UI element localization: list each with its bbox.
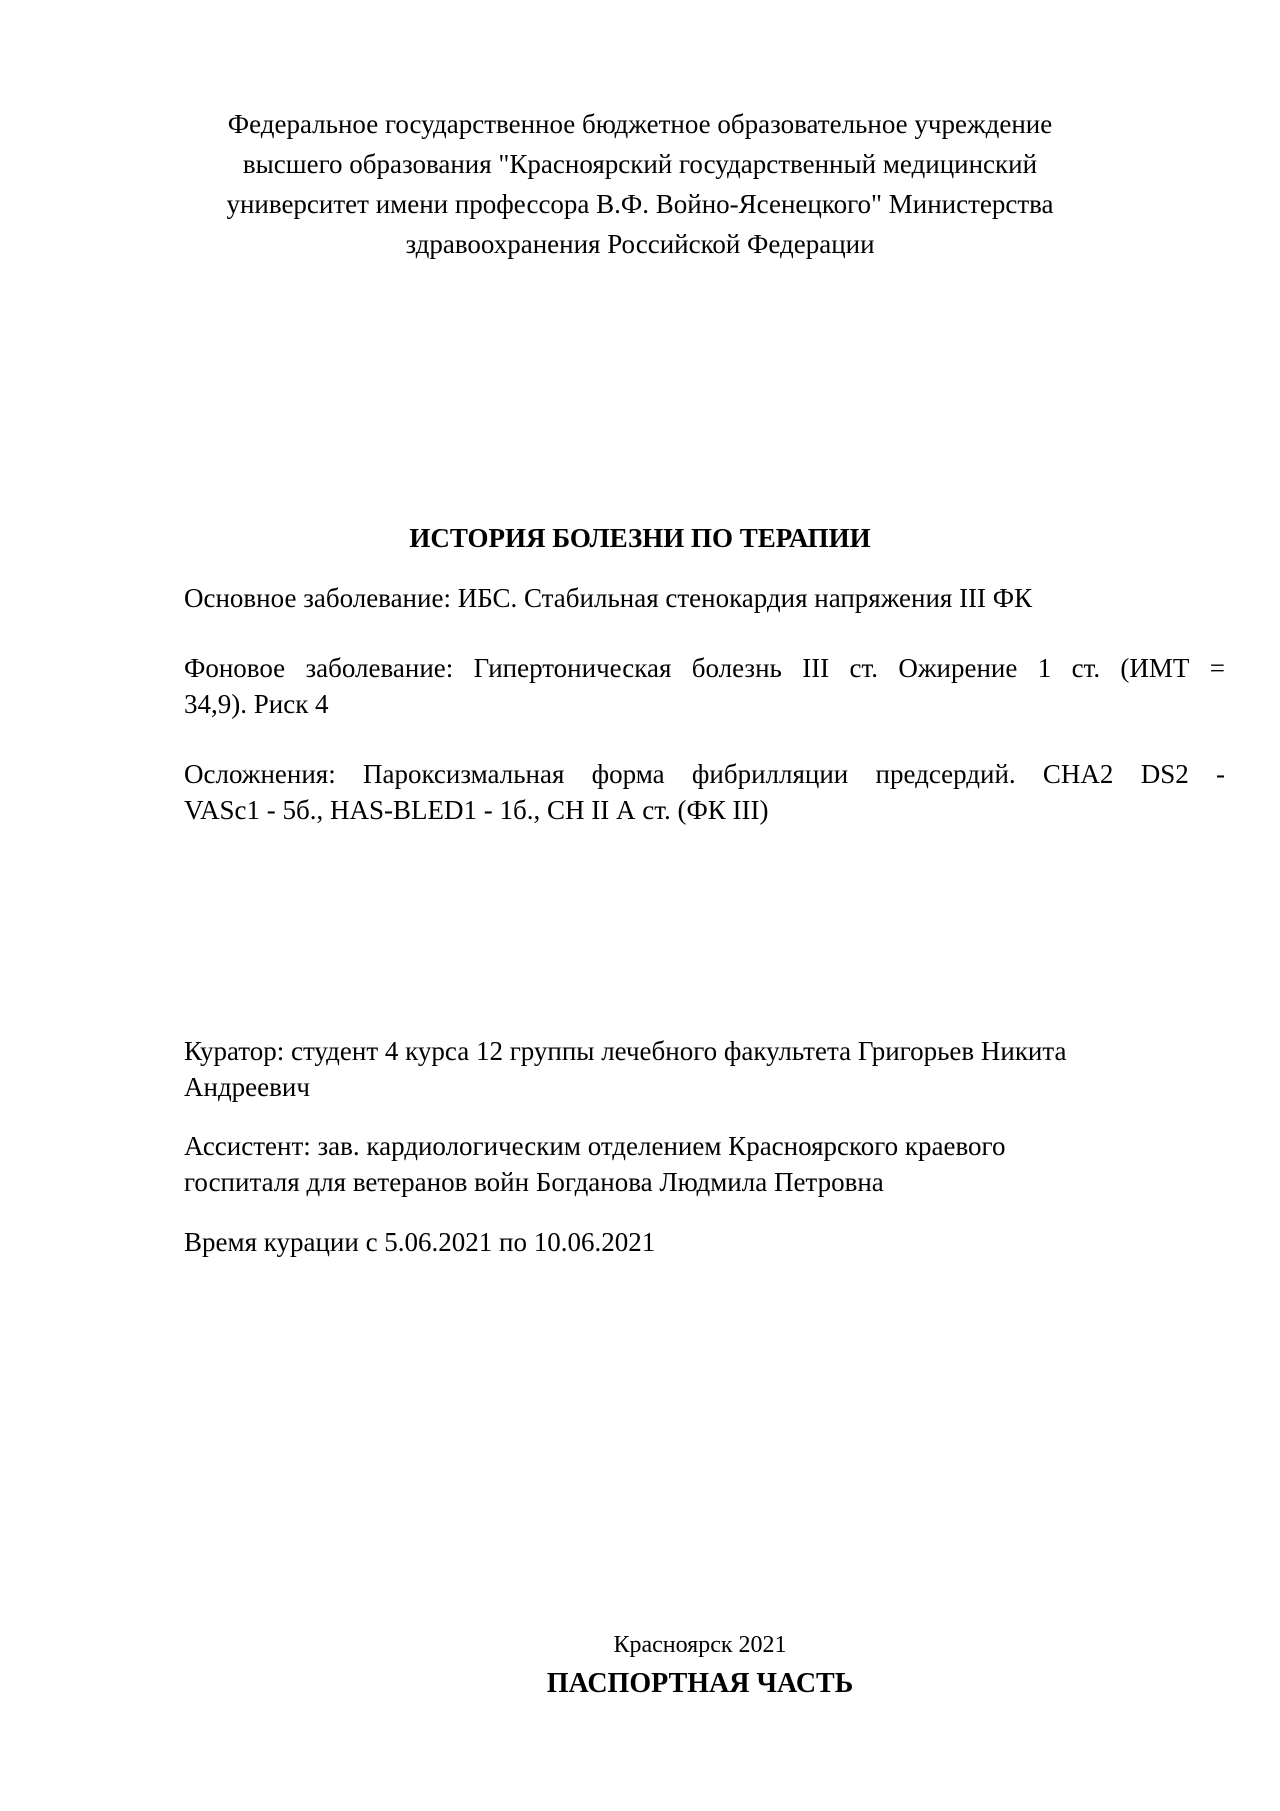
background-disease-line: Фоновое заболевание: Гипертоническая болезнь III ст. Ожирение 1 ст. (ИМТ =: [184, 653, 1225, 683]
institution-line: высшего образования "Красноярский государственный медицинский: [242, 149, 1038, 179]
document-title: ИСТОРИЯ БОЛЕЗНИ ПО ТЕРАПИИ: [409, 523, 871, 553]
main-disease-line: Основное заболевание: ИБС. Стабильная стенокардия напряжения III ФК: [184, 583, 1033, 613]
passport-heading: ПАСПОРТНАЯ ЧАСТЬ: [546, 1668, 854, 1699]
complications: [184, 756, 1225, 828]
main-disease: [184, 580, 1225, 616]
background-disease: [184, 650, 1225, 722]
city-year: Красноярск 2021: [613, 1632, 787, 1658]
curation-time: Время курации с 5.06.2021 по 10.06.2021: [184, 1227, 656, 1257]
complications-line: Осложнения: Пароксизмальная форма фибрилляции предсердий. CHA2 DS2 -: [184, 759, 1225, 789]
assistant: [184, 1128, 1225, 1200]
institution-header: [180, 104, 1100, 264]
assistant-line: Ассистент: зав. кардиологическим отделением Красноярского краевого: [184, 1131, 1006, 1161]
curator: [184, 1033, 1225, 1105]
curator-line: Андреевич: [184, 1072, 310, 1102]
institution-line: университет имени профессора В.Ф. Войно-Ясенецкого" Министерства: [226, 189, 1054, 219]
background-disease-line: 34,9). Риск 4: [184, 689, 329, 719]
institution-line: здравоохранения Российской Федерации: [405, 229, 875, 259]
institution-line: Федеральное государственное бюджетное образовательное учреждение: [227, 109, 1053, 139]
assistant-line: госпиталя для ветеранов войн Богданова Людмила Петровна: [184, 1167, 884, 1197]
curator-line: Куратор: студент 4 курса 12 группы лечебного факультета Григорьев Никита: [184, 1036, 1067, 1066]
complications-line: VASc1 - 5б., HAS-BLED1 - 1б., СН II А ст. (ФК III): [184, 795, 769, 825]
